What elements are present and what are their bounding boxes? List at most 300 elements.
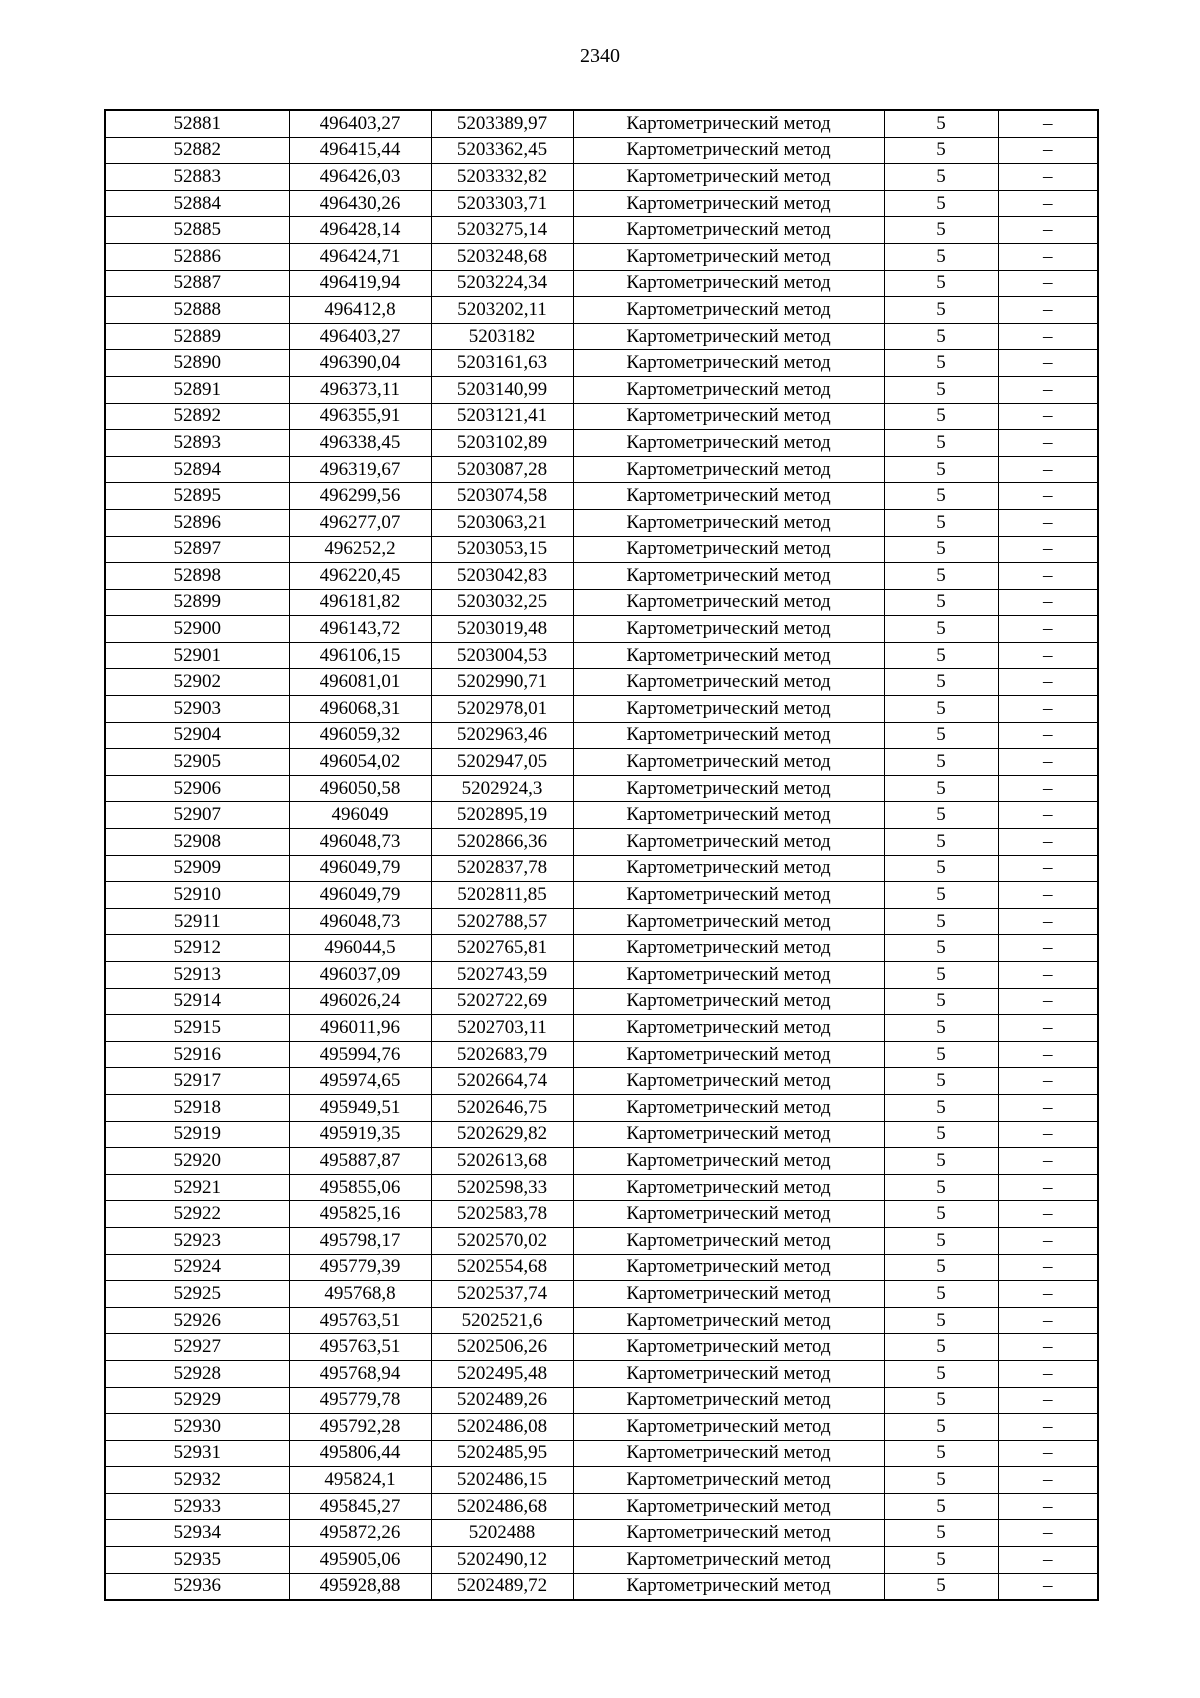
point-number-cell: 52890 [105, 350, 289, 377]
point-number-cell: 52923 [105, 1227, 289, 1254]
x-coordinate-cell: 495872,26 [289, 1520, 431, 1547]
y-coordinate-cell: 5203362,45 [431, 137, 573, 164]
accuracy-cell: 5 [884, 882, 998, 909]
table-row [105, 297, 1098, 324]
x-coordinate-cell: 496048,73 [289, 908, 431, 935]
description-cell: – [998, 1094, 1098, 1121]
accuracy-cell: 5 [884, 988, 998, 1015]
table-row [105, 1148, 1098, 1175]
description-cell: – [998, 642, 1098, 669]
table-row [105, 563, 1098, 590]
x-coordinate-cell: 495792,28 [289, 1414, 431, 1441]
description-cell: – [998, 536, 1098, 563]
method-cell: Картометрический метод [573, 1227, 884, 1254]
point-number-cell: 52881 [105, 110, 289, 137]
method-cell: Картометрический метод [573, 1015, 884, 1042]
y-coordinate-cell: 5202486,08 [431, 1414, 573, 1441]
method-cell: Картометрический метод [573, 882, 884, 909]
accuracy-cell: 5 [884, 509, 998, 536]
point-number-cell: 52926 [105, 1307, 289, 1334]
x-coordinate-cell: 496143,72 [289, 616, 431, 643]
method-cell: Картометрический метод [573, 270, 884, 297]
x-coordinate-cell: 496424,71 [289, 243, 431, 270]
y-coordinate-cell: 5203248,68 [431, 243, 573, 270]
point-number-cell: 52921 [105, 1174, 289, 1201]
description-cell: – [998, 1440, 1098, 1467]
accuracy-cell: 5 [884, 243, 998, 270]
table-row [105, 509, 1098, 536]
description-cell: – [998, 403, 1098, 430]
point-number-cell: 52883 [105, 164, 289, 191]
point-number-cell: 52884 [105, 190, 289, 217]
point-number-cell: 52896 [105, 509, 289, 536]
y-coordinate-cell: 5202743,59 [431, 962, 573, 989]
method-cell: Картометрический метод [573, 1414, 884, 1441]
table-row [105, 137, 1098, 164]
description-cell: – [998, 110, 1098, 137]
table-row [105, 882, 1098, 909]
accuracy-cell: 5 [884, 137, 998, 164]
table-row [105, 802, 1098, 829]
accuracy-cell: 5 [884, 403, 998, 430]
y-coordinate-cell: 5202537,74 [431, 1281, 573, 1308]
table-row [105, 722, 1098, 749]
y-coordinate-cell: 5203303,71 [431, 190, 573, 217]
description-cell: – [998, 1387, 1098, 1414]
y-coordinate-cell: 5202489,26 [431, 1387, 573, 1414]
description-cell: – [998, 1573, 1098, 1600]
y-coordinate-cell: 5202978,01 [431, 696, 573, 723]
y-coordinate-cell: 5202788,57 [431, 908, 573, 935]
description-cell: – [998, 1041, 1098, 1068]
accuracy-cell: 5 [884, 589, 998, 616]
accuracy-cell: 5 [884, 1334, 998, 1361]
y-coordinate-cell: 5202990,71 [431, 669, 573, 696]
y-coordinate-cell: 5203004,53 [431, 642, 573, 669]
x-coordinate-cell: 495779,78 [289, 1387, 431, 1414]
accuracy-cell: 5 [884, 1493, 998, 1520]
point-number-cell: 52906 [105, 775, 289, 802]
y-coordinate-cell: 5202521,6 [431, 1307, 573, 1334]
point-number-cell: 52897 [105, 536, 289, 563]
point-number-cell: 52901 [105, 642, 289, 669]
point-number-cell: 52925 [105, 1281, 289, 1308]
x-coordinate-cell: 495994,76 [289, 1041, 431, 1068]
accuracy-cell: 5 [884, 1360, 998, 1387]
x-coordinate-cell: 495845,27 [289, 1493, 431, 1520]
table-row [105, 1015, 1098, 1042]
description-cell: – [998, 962, 1098, 989]
x-coordinate-cell: 495824,1 [289, 1467, 431, 1494]
table-row [105, 1387, 1098, 1414]
description-cell: – [998, 1201, 1098, 1228]
accuracy-cell: 5 [884, 1414, 998, 1441]
y-coordinate-cell: 5202947,05 [431, 749, 573, 776]
x-coordinate-cell: 496081,01 [289, 669, 431, 696]
point-number-cell: 52909 [105, 855, 289, 882]
x-coordinate-cell: 496412,8 [289, 297, 431, 324]
y-coordinate-cell: 5202486,15 [431, 1467, 573, 1494]
y-coordinate-cell: 5202629,82 [431, 1121, 573, 1148]
x-coordinate-cell: 496430,26 [289, 190, 431, 217]
y-coordinate-cell: 5202598,33 [431, 1174, 573, 1201]
table-row [105, 616, 1098, 643]
method-cell: Картометрический метод [573, 1094, 884, 1121]
table-row [105, 1201, 1098, 1228]
method-cell: Картометрический метод [573, 1068, 884, 1095]
accuracy-cell: 5 [884, 483, 998, 510]
point-number-cell: 52910 [105, 882, 289, 909]
y-coordinate-cell: 5202837,78 [431, 855, 573, 882]
description-cell: – [998, 509, 1098, 536]
description-cell: – [998, 855, 1098, 882]
table-row [105, 190, 1098, 217]
method-cell: Картометрический метод [573, 430, 884, 457]
point-number-cell: 52888 [105, 297, 289, 324]
method-cell: Картометрический метод [573, 376, 884, 403]
point-number-cell: 52889 [105, 323, 289, 350]
y-coordinate-cell: 5203042,83 [431, 563, 573, 590]
table-row [105, 1573, 1098, 1600]
point-number-cell: 52917 [105, 1068, 289, 1095]
x-coordinate-cell: 496252,2 [289, 536, 431, 563]
point-number-cell: 52907 [105, 802, 289, 829]
table-row [105, 350, 1098, 377]
point-number-cell: 52902 [105, 669, 289, 696]
method-cell: Картометрический метод [573, 1520, 884, 1547]
point-number-cell: 52930 [105, 1414, 289, 1441]
point-number-cell: 52931 [105, 1440, 289, 1467]
x-coordinate-cell: 496299,56 [289, 483, 431, 510]
point-number-cell: 52927 [105, 1334, 289, 1361]
point-number-cell: 52886 [105, 243, 289, 270]
y-coordinate-cell: 5203389,97 [431, 110, 573, 137]
point-number-cell: 52904 [105, 722, 289, 749]
table-row [105, 1414, 1098, 1441]
x-coordinate-cell: 496338,45 [289, 430, 431, 457]
table-row [105, 217, 1098, 244]
method-cell: Картометрический метод [573, 722, 884, 749]
table-row [105, 829, 1098, 856]
table-row [105, 1254, 1098, 1281]
description-cell: – [998, 483, 1098, 510]
point-number-cell: 52932 [105, 1467, 289, 1494]
method-cell: Картометрический метод [573, 1201, 884, 1228]
coordinates-table-body [105, 110, 1098, 1600]
table-row [105, 456, 1098, 483]
point-number-cell: 52894 [105, 456, 289, 483]
method-cell: Картометрический метод [573, 1467, 884, 1494]
accuracy-cell: 5 [884, 829, 998, 856]
y-coordinate-cell: 5202489,72 [431, 1573, 573, 1600]
x-coordinate-cell: 495763,51 [289, 1307, 431, 1334]
table-row [105, 376, 1098, 403]
method-cell: Картометрический метод [573, 297, 884, 324]
method-cell: Картометрический метод [573, 1360, 884, 1387]
table-row [105, 1360, 1098, 1387]
y-coordinate-cell: 5202722,69 [431, 988, 573, 1015]
y-coordinate-cell: 5202570,02 [431, 1227, 573, 1254]
description-cell: – [998, 1520, 1098, 1547]
x-coordinate-cell: 496068,31 [289, 696, 431, 723]
method-cell: Картометрический метод [573, 509, 884, 536]
accuracy-cell: 5 [884, 722, 998, 749]
method-cell: Картометрический метод [573, 190, 884, 217]
x-coordinate-cell: 495825,16 [289, 1201, 431, 1228]
method-cell: Картометрический метод [573, 483, 884, 510]
table-row [105, 855, 1098, 882]
accuracy-cell: 5 [884, 1440, 998, 1467]
table-row [105, 1520, 1098, 1547]
description-cell: – [998, 323, 1098, 350]
method-cell: Картометрический метод [573, 1121, 884, 1148]
method-cell: Картометрический метод [573, 642, 884, 669]
description-cell: – [998, 1015, 1098, 1042]
x-coordinate-cell: 495763,51 [289, 1334, 431, 1361]
description-cell: – [998, 430, 1098, 457]
accuracy-cell: 5 [884, 908, 998, 935]
accuracy-cell: 5 [884, 1068, 998, 1095]
point-number-cell: 52920 [105, 1148, 289, 1175]
accuracy-cell: 5 [884, 1174, 998, 1201]
point-number-cell: 52913 [105, 962, 289, 989]
table-row [105, 110, 1098, 137]
method-cell: Картометрический метод [573, 775, 884, 802]
x-coordinate-cell: 496054,02 [289, 749, 431, 776]
method-cell: Картометрический метод [573, 243, 884, 270]
point-number-cell: 52912 [105, 935, 289, 962]
method-cell: Картометрический метод [573, 855, 884, 882]
table-row [105, 403, 1098, 430]
x-coordinate-cell: 496181,82 [289, 589, 431, 616]
x-coordinate-cell: 496220,45 [289, 563, 431, 590]
accuracy-cell: 5 [884, 642, 998, 669]
accuracy-cell: 5 [884, 1201, 998, 1228]
method-cell: Картометрический метод [573, 403, 884, 430]
y-coordinate-cell: 5203074,58 [431, 483, 573, 510]
description-cell: – [998, 829, 1098, 856]
description-cell: – [998, 775, 1098, 802]
point-number-cell: 52882 [105, 137, 289, 164]
accuracy-cell: 5 [884, 1227, 998, 1254]
accuracy-cell: 5 [884, 775, 998, 802]
accuracy-cell: 5 [884, 110, 998, 137]
y-coordinate-cell: 5203182 [431, 323, 573, 350]
description-cell: – [998, 1121, 1098, 1148]
description-cell: – [998, 164, 1098, 191]
description-cell: – [998, 1467, 1098, 1494]
point-number-cell: 52936 [105, 1573, 289, 1600]
y-coordinate-cell: 5202963,46 [431, 722, 573, 749]
description-cell: – [998, 908, 1098, 935]
point-number-cell: 52933 [105, 1493, 289, 1520]
y-coordinate-cell: 5202866,36 [431, 829, 573, 856]
table-row [105, 1227, 1098, 1254]
description-cell: – [998, 137, 1098, 164]
description-cell: – [998, 456, 1098, 483]
table-row [105, 430, 1098, 457]
y-coordinate-cell: 5203161,63 [431, 350, 573, 377]
x-coordinate-cell: 495949,51 [289, 1094, 431, 1121]
method-cell: Картометрический метод [573, 1281, 884, 1308]
table-row [105, 1493, 1098, 1520]
method-cell: Картометрический метод [573, 1148, 884, 1175]
method-cell: Картометрический метод [573, 1041, 884, 1068]
x-coordinate-cell: 495887,87 [289, 1148, 431, 1175]
accuracy-cell: 5 [884, 802, 998, 829]
y-coordinate-cell: 5202485,95 [431, 1440, 573, 1467]
table-row [105, 1174, 1098, 1201]
point-number-cell: 52922 [105, 1201, 289, 1228]
y-coordinate-cell: 5202924,3 [431, 775, 573, 802]
description-cell: – [998, 297, 1098, 324]
x-coordinate-cell: 496049,79 [289, 882, 431, 909]
table-row [105, 589, 1098, 616]
description-cell: – [998, 1414, 1098, 1441]
method-cell: Картометрический метод [573, 217, 884, 244]
x-coordinate-cell: 495806,44 [289, 1440, 431, 1467]
table-row [105, 536, 1098, 563]
point-number-cell: 52919 [105, 1121, 289, 1148]
y-coordinate-cell: 5203140,99 [431, 376, 573, 403]
accuracy-cell: 5 [884, 1573, 998, 1600]
description-cell: – [998, 270, 1098, 297]
description-cell: – [998, 1307, 1098, 1334]
y-coordinate-cell: 5203224,34 [431, 270, 573, 297]
x-coordinate-cell: 496426,03 [289, 164, 431, 191]
y-coordinate-cell: 5203121,41 [431, 403, 573, 430]
accuracy-cell: 5 [884, 1547, 998, 1574]
accuracy-cell: 5 [884, 456, 998, 483]
description-cell: – [998, 563, 1098, 590]
accuracy-cell: 5 [884, 1121, 998, 1148]
accuracy-cell: 5 [884, 376, 998, 403]
method-cell: Картометрический метод [573, 616, 884, 643]
method-cell: Картометрический метод [573, 456, 884, 483]
y-coordinate-cell: 5203275,14 [431, 217, 573, 244]
x-coordinate-cell: 496059,32 [289, 722, 431, 749]
point-number-cell: 52934 [105, 1520, 289, 1547]
x-coordinate-cell: 496415,44 [289, 137, 431, 164]
method-cell: Картометрический метод [573, 563, 884, 590]
table-row [105, 243, 1098, 270]
description-cell: – [998, 1227, 1098, 1254]
x-coordinate-cell: 496048,73 [289, 829, 431, 856]
method-cell: Картометрический метод [573, 589, 884, 616]
accuracy-cell: 5 [884, 1387, 998, 1414]
method-cell: Картометрический метод [573, 988, 884, 1015]
accuracy-cell: 5 [884, 1467, 998, 1494]
description-cell: – [998, 802, 1098, 829]
y-coordinate-cell: 5202613,68 [431, 1148, 573, 1175]
y-coordinate-cell: 5202488 [431, 1520, 573, 1547]
accuracy-cell: 5 [884, 297, 998, 324]
y-coordinate-cell: 5202583,78 [431, 1201, 573, 1228]
coordinates-table [104, 109, 1099, 1601]
method-cell: Картометрический метод [573, 536, 884, 563]
point-number-cell: 52903 [105, 696, 289, 723]
x-coordinate-cell: 495768,94 [289, 1360, 431, 1387]
point-number-cell: 52908 [105, 829, 289, 856]
description-cell: – [998, 190, 1098, 217]
table-row [105, 935, 1098, 962]
method-cell: Картометрический метод [573, 1307, 884, 1334]
description-cell: – [998, 988, 1098, 1015]
table-row [105, 749, 1098, 776]
method-cell: Картометрический метод [573, 350, 884, 377]
x-coordinate-cell: 495974,65 [289, 1068, 431, 1095]
x-coordinate-cell: 496403,27 [289, 110, 431, 137]
method-cell: Картометрический метод [573, 1493, 884, 1520]
point-number-cell: 52905 [105, 749, 289, 776]
table-row [105, 1307, 1098, 1334]
description-cell: – [998, 350, 1098, 377]
table-row [105, 1041, 1098, 1068]
accuracy-cell: 5 [884, 855, 998, 882]
accuracy-cell: 5 [884, 270, 998, 297]
x-coordinate-cell: 496403,27 [289, 323, 431, 350]
y-coordinate-cell: 5203087,28 [431, 456, 573, 483]
x-coordinate-cell: 496277,07 [289, 509, 431, 536]
y-coordinate-cell: 5203202,11 [431, 297, 573, 324]
accuracy-cell: 5 [884, 1307, 998, 1334]
x-coordinate-cell: 496026,24 [289, 988, 431, 1015]
accuracy-cell: 5 [884, 1041, 998, 1068]
table-row [105, 1547, 1098, 1574]
description-cell: – [998, 217, 1098, 244]
table-row [105, 1068, 1098, 1095]
point-number-cell: 52915 [105, 1015, 289, 1042]
description-cell: – [998, 1334, 1098, 1361]
y-coordinate-cell: 5202895,19 [431, 802, 573, 829]
y-coordinate-cell: 5203063,21 [431, 509, 573, 536]
table-row [105, 270, 1098, 297]
method-cell: Картометрический метод [573, 696, 884, 723]
point-number-cell: 52935 [105, 1547, 289, 1574]
point-number-cell: 52900 [105, 616, 289, 643]
table-row [105, 962, 1098, 989]
table-row [105, 669, 1098, 696]
method-cell: Картометрический метод [573, 137, 884, 164]
x-coordinate-cell: 495779,39 [289, 1254, 431, 1281]
x-coordinate-cell: 495798,17 [289, 1227, 431, 1254]
x-coordinate-cell: 496319,67 [289, 456, 431, 483]
y-coordinate-cell: 5203053,15 [431, 536, 573, 563]
accuracy-cell: 5 [884, 190, 998, 217]
table-row [105, 1467, 1098, 1494]
description-cell: – [998, 696, 1098, 723]
accuracy-cell: 5 [884, 616, 998, 643]
point-number-cell: 52928 [105, 1360, 289, 1387]
table-row [105, 164, 1098, 191]
y-coordinate-cell: 5203332,82 [431, 164, 573, 191]
table-row [105, 988, 1098, 1015]
accuracy-cell: 5 [884, 935, 998, 962]
y-coordinate-cell: 5202506,26 [431, 1334, 573, 1361]
x-coordinate-cell: 495855,06 [289, 1174, 431, 1201]
description-cell: – [998, 722, 1098, 749]
description-cell: – [998, 669, 1098, 696]
accuracy-cell: 5 [884, 1254, 998, 1281]
table-row [105, 696, 1098, 723]
accuracy-cell: 5 [884, 749, 998, 776]
method-cell: Картометрический метод [573, 829, 884, 856]
y-coordinate-cell: 5203032,25 [431, 589, 573, 616]
description-cell: – [998, 1360, 1098, 1387]
method-cell: Картометрический метод [573, 962, 884, 989]
point-number-cell: 52914 [105, 988, 289, 1015]
accuracy-cell: 5 [884, 563, 998, 590]
